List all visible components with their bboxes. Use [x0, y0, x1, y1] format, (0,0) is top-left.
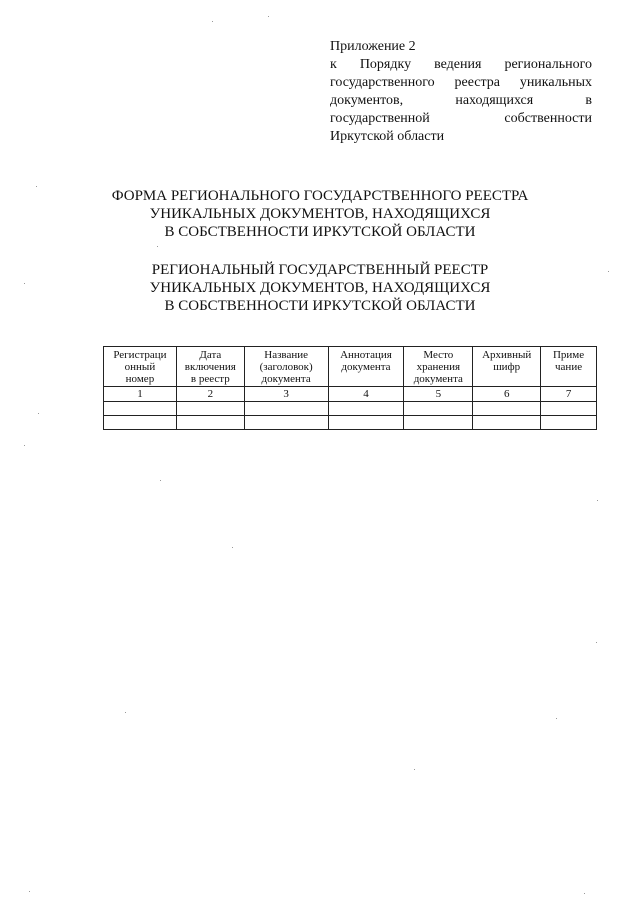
- registry-table: [103, 346, 597, 430]
- appendix-line: государственного реестра уникальных: [330, 75, 592, 90]
- scan-speck: [24, 445, 25, 446]
- scan-speck: [160, 480, 161, 481]
- header-text-line: документа: [341, 361, 391, 373]
- column-number: 7: [541, 387, 597, 402]
- scan-speck: [608, 271, 609, 272]
- table-cell: [176, 416, 244, 430]
- appendix-line: документов, находящихся в: [330, 93, 592, 108]
- registry-title: [60, 261, 580, 315]
- table-cell: [244, 416, 328, 430]
- column-number: 4: [328, 387, 404, 402]
- header-text-line: включения: [184, 361, 236, 373]
- scan-speck: [414, 769, 415, 770]
- scan-speck: [125, 712, 126, 713]
- header-note: [541, 347, 597, 387]
- table-cell: [473, 402, 541, 416]
- header-text-line: Дата: [199, 349, 222, 361]
- table-header-row: [104, 347, 597, 387]
- appendix-line: Иркутской области: [330, 129, 445, 144]
- header-text-line: Место: [423, 349, 454, 361]
- scan-speck: [584, 893, 585, 894]
- scan-speck: [597, 500, 598, 501]
- header-text-line: шифр: [493, 361, 521, 373]
- table-cell: [404, 402, 473, 416]
- table-cell: [541, 416, 597, 430]
- table-row: [104, 416, 597, 430]
- header-annotation: [328, 347, 404, 387]
- header-registration-number: [104, 347, 177, 387]
- scan-speck: [38, 413, 39, 414]
- header-text-line: документа: [413, 373, 463, 385]
- table-row: [104, 402, 597, 416]
- table-cell: [404, 416, 473, 430]
- header-text-line: хранения: [416, 361, 461, 373]
- header-text-line: (заголовок): [259, 361, 313, 373]
- table-cell: [541, 402, 597, 416]
- header-text-line: в реестр: [190, 373, 230, 385]
- table-cell: [328, 416, 404, 430]
- column-number: 3: [244, 387, 328, 402]
- scan-speck: [556, 718, 557, 719]
- header-text-line: документа: [261, 373, 311, 385]
- appendix-line: государственной собственности: [330, 111, 592, 126]
- header-text-line: Название: [264, 349, 309, 361]
- scan-speck: [232, 547, 233, 548]
- table-number-row: [104, 387, 597, 402]
- header-text-line: чание: [555, 361, 583, 373]
- appendix-note: [330, 38, 592, 146]
- header-text-line: Приме: [552, 349, 585, 361]
- form-title-line: УНИКАЛЬНЫХ ДОКУМЕНТОВ, НАХОДЯЩИХСЯ: [149, 206, 491, 222]
- scan-speck: [24, 283, 25, 284]
- header-text-line: Регистраци: [113, 349, 167, 361]
- scan-speck: [157, 246, 158, 247]
- table-cell: [104, 402, 177, 416]
- scan-speck: [596, 642, 597, 643]
- registry-title-line: РЕГИОНАЛЬНЫЙ ГОСУДАРСТВЕННЫЙ РЕЕСТР: [151, 262, 489, 278]
- column-number: 2: [176, 387, 244, 402]
- column-number: 5: [404, 387, 473, 402]
- header-inclusion-date: [176, 347, 244, 387]
- table-cell: [244, 402, 328, 416]
- header-text-line: онный: [124, 361, 156, 373]
- table-cell: [176, 402, 244, 416]
- header-storage-location: [404, 347, 473, 387]
- form-title-line: ФОРМА РЕГИОНАЛЬНОГО ГОСУДАРСТВЕННОГО РЕЕСТРА: [111, 188, 529, 204]
- header-archive-code: [473, 347, 541, 387]
- registry-title-line: В СОБСТВЕННОСТИ ИРКУТСКОЙ ОБЛАСТИ: [164, 298, 476, 314]
- scan-speck: [268, 16, 269, 17]
- header-document-title: [244, 347, 328, 387]
- registry-title-line: УНИКАЛЬНЫХ ДОКУМЕНТОВ, НАХОДЯЩИХСЯ: [149, 280, 491, 296]
- form-title-line: В СОБСТВЕННОСТИ ИРКУТСКОЙ ОБЛАСТИ: [164, 224, 476, 240]
- table-cell: [328, 402, 404, 416]
- appendix-line: Приложение 2: [330, 39, 416, 54]
- header-text-line: Аннотация: [340, 349, 392, 361]
- scan-speck: [212, 21, 213, 22]
- form-title: [60, 187, 580, 241]
- table-cell: [104, 416, 177, 430]
- column-number: 1: [104, 387, 177, 402]
- scan-speck: [29, 891, 30, 892]
- column-number: 6: [473, 387, 541, 402]
- header-text-line: номер: [125, 373, 155, 385]
- scan-speck: [36, 186, 37, 187]
- header-text-line: Архивный: [482, 349, 532, 361]
- appendix-line: к Порядку ведения регионального: [330, 57, 592, 72]
- table-cell: [473, 416, 541, 430]
